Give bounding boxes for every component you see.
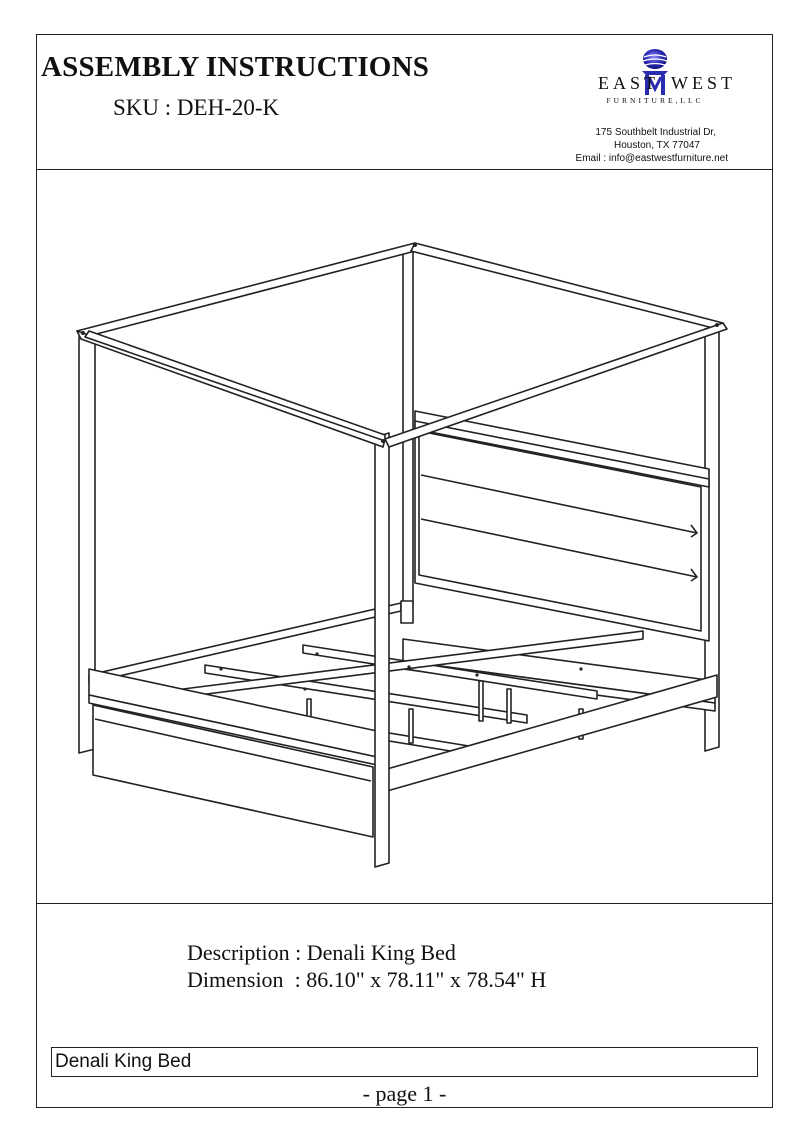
sku-label: SKU <box>113 95 160 120</box>
address-line-2: Houston, TX 77047 <box>614 140 700 151</box>
email-line: Email : info@eastwestfurniture.net <box>575 153 728 164</box>
logo-text-east: EAST <box>598 73 659 93</box>
sku-line: SKU : DEH-20-K <box>113 95 280 120</box>
page-number: - page 1 - <box>362 1081 447 1106</box>
description-label: Description <box>187 940 290 965</box>
canopy-bed-drawing <box>37 169 772 903</box>
header <box>37 35 772 170</box>
company-logo <box>556 47 756 117</box>
page-title: ASSEMBLY INSTRUCTIONS <box>41 51 430 83</box>
product-name-box: Denali King Bed <box>51 1047 758 1077</box>
logo-subtitle: FURNITURE,LLC <box>606 96 704 105</box>
description-row: Description : Denali King Bed <box>187 940 456 965</box>
product-description <box>187 939 546 993</box>
sku-value: DEH-20-K <box>176 95 280 120</box>
dimension-label: Dimension <box>187 967 284 992</box>
dimension-row: Dimension : 86.10" x 78.11" x 78.54" H <box>187 967 547 992</box>
bed-illustration <box>37 169 772 904</box>
logo-text-west: WEST <box>671 73 736 93</box>
dimension-value: 86.10" x 78.11" x 78.54" H <box>306 967 547 992</box>
address-line-1: 175 Southbelt Industrial Dr, <box>595 127 716 138</box>
description-value: Denali King Bed <box>306 940 456 965</box>
instruction-sheet <box>36 34 773 1108</box>
